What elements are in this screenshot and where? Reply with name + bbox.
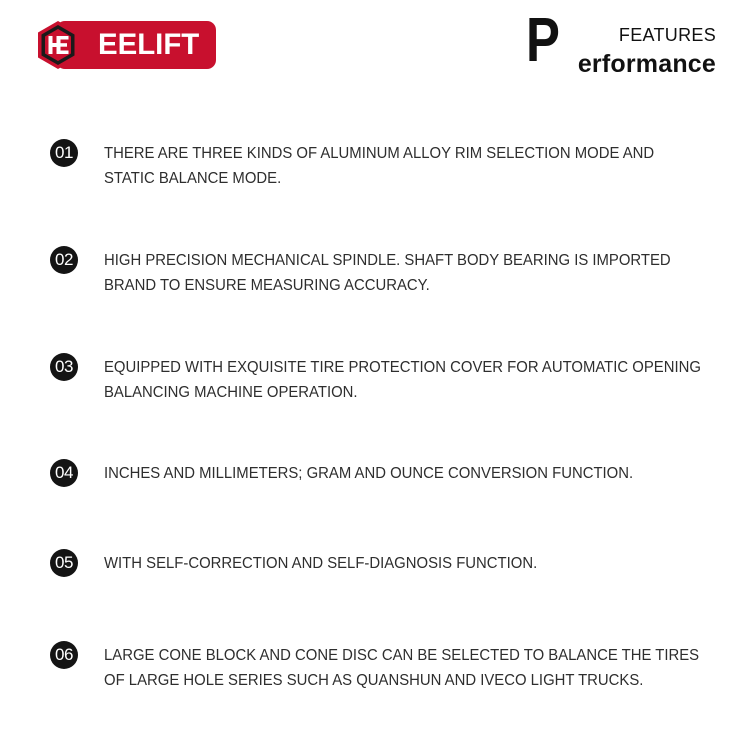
brand-logo bbox=[34, 20, 218, 70]
feature-text bbox=[104, 355, 701, 405]
feature-number-badge: 05 bbox=[50, 549, 78, 577]
feature-number-badge: 01 bbox=[50, 139, 78, 167]
feature-text-line: OF LARGE HOLE SERIES SUCH AS QUANSHUN AND IVECO LIGHT TRUCKS. bbox=[104, 672, 644, 689]
section-label: FEATURES bbox=[618, 25, 716, 45]
feature-text bbox=[104, 461, 681, 486]
feature-text bbox=[104, 141, 681, 191]
logo-wordmark: EELIFT bbox=[98, 28, 200, 61]
feature-text bbox=[104, 643, 700, 693]
feature-text-line: INCHES AND MILLIMETERS; GRAM AND OUNCE CONVERSION FUNCTION. bbox=[104, 465, 634, 482]
feature-text-line: WITH SELF-CORRECTION AND SELF-DIAGNOSIS FUNCTION. bbox=[104, 555, 538, 572]
feature-number-badge: 04 bbox=[50, 459, 78, 487]
feature-number-badge: 03 bbox=[50, 353, 78, 381]
feature-text-line: THERE ARE THREE KINDS OF ALUMINUM ALLOY RIM SELECTION MODE AND bbox=[104, 145, 655, 162]
feature-text-line: BRAND TO ENSURE MEASURING ACCURACY. bbox=[104, 277, 430, 294]
feature-text-line: HIGH PRECISION MECHANICAL SPINDLE. SHAFT BODY BEARING IS IMPORTED bbox=[104, 252, 671, 269]
feature-number-badge: 06 bbox=[50, 641, 78, 669]
feature-text bbox=[104, 248, 681, 298]
title-rest: erformance bbox=[577, 50, 716, 78]
feature-text-line: EQUIPPED WITH EXQUISITE TIRE PROTECTION COVER FOR AUTOMATIC OPENING bbox=[104, 359, 701, 376]
page-title bbox=[526, 6, 716, 78]
feature-text-line: BALANCING MACHINE OPERATION. bbox=[104, 384, 358, 401]
title-initial: P bbox=[526, 6, 560, 75]
feature-text-line: STATIC BALANCE MODE. bbox=[104, 170, 282, 187]
feature-number-badge: 02 bbox=[50, 246, 78, 274]
feature-text-line: LARGE CONE BLOCK AND CONE DISC CAN BE SELECTED TO BALANCE THE TIRES bbox=[104, 647, 700, 664]
feature-text bbox=[104, 551, 681, 576]
